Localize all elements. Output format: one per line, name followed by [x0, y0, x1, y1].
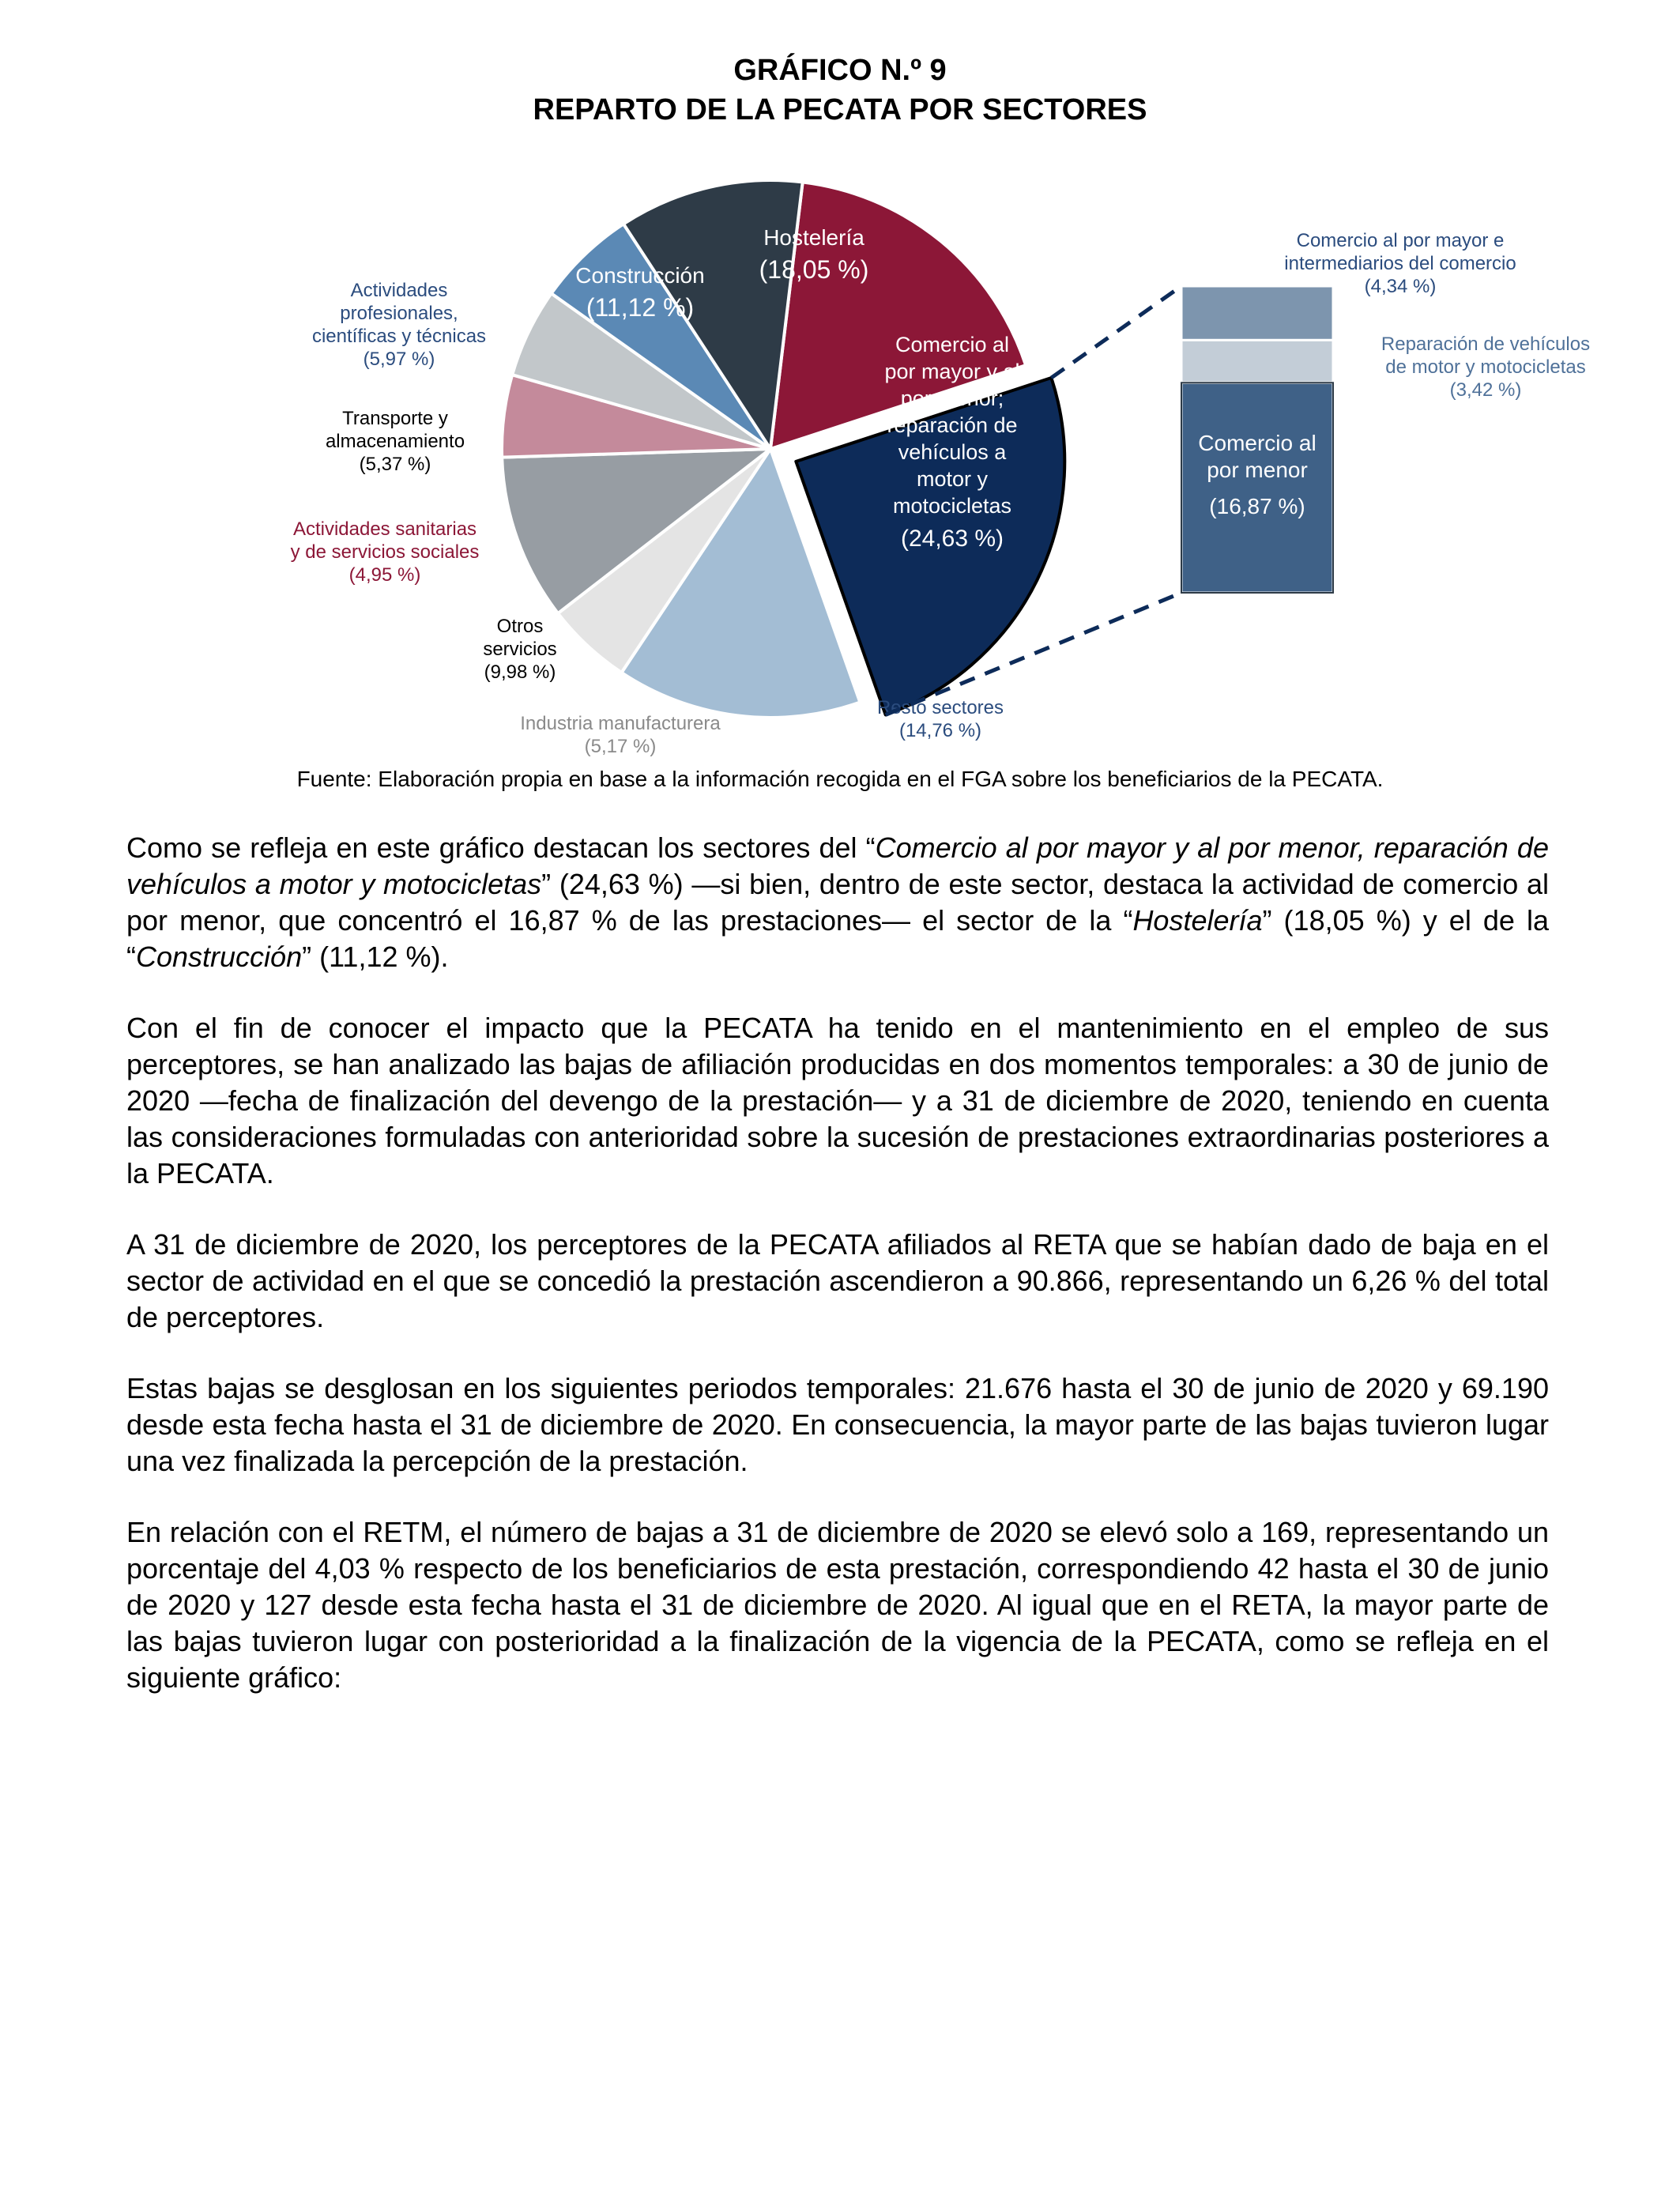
paragraph-1-run: Comercio al por mayor y al por menor, reparación de vehículos a motor y motocicletas — [126, 831, 1549, 900]
slice-label — [575, 263, 704, 288]
breakdown-label-line: de motor y motocicletas — [1385, 356, 1586, 378]
slice-label — [763, 225, 864, 250]
paragraph-1-run: Construcción — [136, 941, 303, 973]
paragraph-1-run: Hostelería — [1132, 904, 1263, 937]
breakdown-value-label: (4,34 %) — [1364, 276, 1437, 297]
connector-line-top — [1051, 286, 1181, 378]
breakdown-segment — [1181, 383, 1333, 593]
slice-label-line: Transporte y — [342, 408, 448, 429]
slice-label-line: reparación de — [887, 413, 1018, 437]
slice-label-line: motor y — [916, 467, 989, 491]
chart-title: REPARTO DE LA PECATA POR SECTORES — [533, 93, 1147, 126]
slice-label-line: Resto sectores — [876, 697, 1004, 718]
slice-label — [312, 280, 486, 347]
slice-label-line: almacenamiento — [325, 431, 465, 452]
breakdown-value-label: (16,87 %) — [1209, 494, 1305, 518]
slice-label-line: Comercio al — [895, 333, 1010, 356]
paragraph-1-run: ” (18,05 %) y el de la “ — [126, 904, 1549, 973]
breakdown-label-line: por menor — [1207, 458, 1308, 482]
slice-label-line: Actividades — [350, 280, 448, 301]
breakdown-label-line: Comercio al por mayor e — [1296, 230, 1505, 251]
chart-title-number: GRÁFICO N.º 9 — [733, 54, 947, 87]
slice-value-label: (18,05 %) — [759, 255, 869, 284]
slice-value-label: (14,76 %) — [898, 720, 982, 741]
slice-label-line: motocicletas — [892, 494, 1012, 518]
slice-value-label: (5,17 %) — [584, 736, 657, 757]
breakdown-label-line: intermediarios del comercio — [1284, 253, 1516, 274]
slice-label-line: Otros — [496, 616, 544, 637]
paragraph-3: A 31 de diciembre de 2020, los perceptores de la PECATA afiliados al RETA que se habían dado de baja en el sector de actividad en el que se concedió la prestación ascendieron a 90.866, representando un 6,26 % del total de perceptores. — [126, 1228, 1549, 1333]
paragraph-1-run: ” (11,12 %). — [302, 941, 449, 973]
slice-label — [520, 713, 721, 734]
slice-value-label: (4,95 %) — [348, 564, 421, 586]
slice-label-line: y de servicios sociales — [290, 541, 480, 563]
paragraph-1 — [126, 830, 1549, 975]
slice-label-line: Hostelería — [763, 225, 864, 250]
slice-label-line: vehículos a — [898, 440, 1007, 464]
slice-label-line: profesionales, — [340, 303, 458, 324]
paragraph-1-run: Como se refleja en este gráfico destacan los sectores del “ — [126, 831, 876, 864]
paragraph-4: Estas bajas se desglosan en los siguientes periodos temporales: 21.676 hasta el 30 de junio de 2020 y 69.190 desde esta fecha hasta el 31 de diciembre de 2020. En consecuencia, la mayor parte de las bajas tuvieron lugar una vez finalizada la percepción de la prestación. — [126, 1372, 1549, 1477]
chart-source: Fuente: Elaboración propia en base a la información recogida en el FGA sobre los beneficiarios de la PECATA. — [296, 767, 1384, 791]
slice-value-label: (24,63 %) — [900, 526, 1004, 552]
paragraph-5: En relación con el RETM, el número de bajas a 31 de diciembre de 2020 se elevó solo a 169, representando un porcentaje del 4,03 % respecto de los beneficiarios de esta prestación, correspondiendo 42 hasta el 30 de junio de 2020 y 127 desde esta fecha hasta el 31 de diciembre de 2020. Al igual que en el RETA, la mayor parte de las bajas tuvieron lugar con posterioridad a la finalización de la vigencia de la PECATA, como se refleja en el siguiente gráfico: — [126, 1516, 1549, 1694]
slice-value-label: (9,98 %) — [484, 662, 556, 683]
body-text — [126, 830, 1549, 1731]
slice-label-line: científicas y técnicas — [311, 326, 487, 347]
slice-label — [483, 616, 556, 660]
breakdown-label — [1284, 230, 1516, 274]
slice-label — [291, 518, 480, 563]
breakdown-label-line: Reparación de vehículos — [1381, 334, 1591, 355]
slice-label — [326, 408, 465, 452]
slice-label-line: Actividades sanitarias — [292, 518, 477, 540]
slice-label-line: servicios — [483, 639, 557, 660]
slice-value-label: (5,97 %) — [363, 349, 435, 370]
slice-label-line: Construcción — [575, 263, 705, 288]
slice-label-line: por mayor y al — [884, 360, 1020, 383]
pie-chart — [0, 0, 1680, 759]
paragraph-1-run: ” (24,63 %) —si bien, dentro de este sector, destaca la actividad de comercio al por menor, que concentró el 16,87 % de las prestaciones— el sector de la “ — [126, 868, 1549, 937]
slice-value-label: (11,12 %) — [586, 293, 695, 322]
slice-label-line: por menor; — [900, 386, 1004, 410]
breakdown-label — [1381, 334, 1590, 378]
slice-value-label: (5,37 %) — [359, 454, 431, 475]
slice-label — [877, 697, 1004, 718]
slice-label-line: Industria manufacturera — [520, 713, 721, 734]
paragraph-2: Con el fin de conocer el impacto que la PECATA ha tenido en el mantenimiento en el empleo de sus perceptores, se han analizado las bajas de afiliación producidas en dos momentos temporales: a 30 de junio de 2020 —fecha de finalización del devengo de la prestación— y a 31 de diciembre de 2020, teniendo en cuenta las consideraciones formuladas con anterioridad sobre la sucesión de prestaciones extraordinarias posteriores a la PECATA. — [126, 1012, 1549, 1189]
breakdown-segment — [1181, 340, 1333, 383]
breakdown-segment — [1181, 286, 1333, 340]
breakdown-value-label: (3,42 %) — [1449, 379, 1522, 401]
breakdown-label-line: Comercio al — [1198, 431, 1317, 455]
